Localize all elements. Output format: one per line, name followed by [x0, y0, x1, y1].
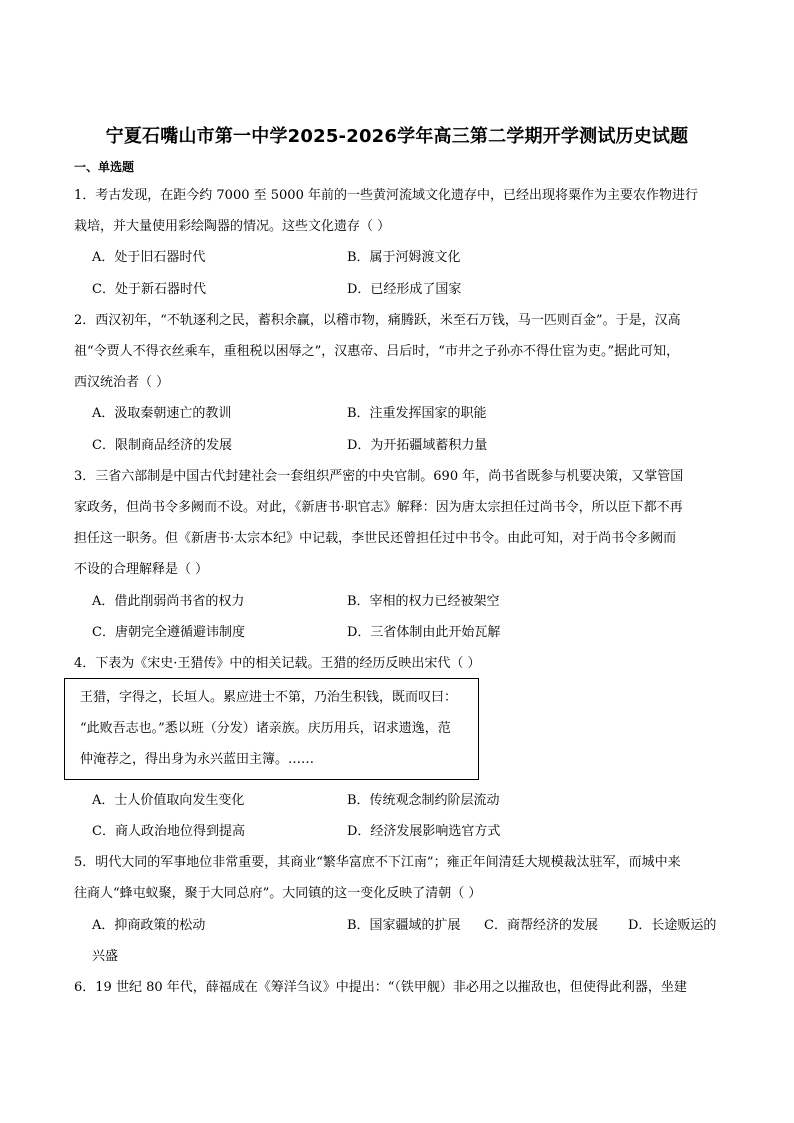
question-4-line-1: 4．下表为《宋史·王猎传》中的相关记载。王猎的经历反映出宋代（ ） [74, 656, 481, 671]
question-3-option-c: C．唐朝完全遵循避讳制度 [92, 625, 245, 640]
question-3-line-2: 家政务，但尚书令多阙而不设。对此，《新唐书·职官志》解释：因为唐太宗担任过尚书令，所以臣下都不再 [74, 500, 683, 515]
question-5-option-c: C．商帮经济的发展 [484, 918, 598, 933]
section-heading: 一、单选题 [74, 160, 135, 174]
question-1-option-a: A．处于旧石器时代 [92, 250, 206, 265]
question-3-option-a: A．借此削弱尚书省的权力 [92, 594, 245, 609]
question-1-line-1: 1．考古发现，在距今约 7000 至 5000 年前的一些黄河流域文化遗存中，已经出现将粟作为主要农作物进行 [74, 188, 698, 203]
question-4-option-c: C．商人政治地位得到提高 [92, 824, 245, 839]
question-5-line-1: 5．明代大同的军事地位非常重要，其商业“繁华富庶不下江南”；雍正年间清廷大规模裁汰驻军，而城中来 [74, 855, 681, 870]
question-3-line-1: 3．三省六部制是中国古代封建社会一套组织严密的中央官制。690 年，尚书省既参与机要决策，又掌管国 [74, 469, 684, 484]
question-4-option-d: D．经济发展影响选官方式 [347, 824, 501, 839]
question-1-option-b: B．属于河姆渡文化 [347, 250, 461, 265]
source-quote-line-3: 仲淹荐之，得出身为永兴蓝田主簿。…… [80, 752, 315, 767]
question-3-line-3: 担任这一职务。但《新唐书·太宗本纪》中记载，李世民还曾担任过中书令。由此可知，对于尚书令多阙而 [74, 531, 677, 546]
question-4-option-b: B．传统观念制约阶层流动 [347, 793, 500, 808]
question-2-option-d: D．为开拓疆域蓄积力量 [347, 438, 488, 453]
question-5-option-d-wrap: 兴盛 [92, 949, 119, 964]
question-2-option-b: B．注重发挥国家的职能 [347, 406, 487, 421]
question-5-line-2: 往商人“蜂屯蚁聚，聚于大同总府”。大同镇的这一变化反映了清朝（ ） [74, 886, 482, 901]
question-2-line-3: 西汉统治者（ ） [74, 375, 170, 390]
question-2-option-c: C．限制商品经济的发展 [92, 438, 232, 453]
question-6-line-1: 6．19 世纪 80 年代，薛福成在《筹洋刍议》中提出：“（铁甲舰）非必用之以摧敌也，但使得此利器，坐建 [74, 980, 687, 995]
question-3-option-b: B．宰相的权力已经被架空 [347, 594, 500, 609]
source-quote-line-1: 王猎，字得之，长垣人。累应进士不第，乃治生积钱，既而叹曰： [80, 690, 458, 705]
source-quote-line-2: “此败吾志也。”悉以班（分发）诸亲族。庆历用兵，诏求遗逸，范 [80, 721, 451, 736]
question-2-line-2: 祖“令贾人不得衣丝乘车，重租税以困辱之”，汉惠帝、吕后时，“市井之子孙亦不得仕宦为吏。”据此可知， [74, 344, 680, 359]
question-2-option-a: A．汲取秦朝速亡的教训 [92, 406, 232, 421]
page-title: 宁夏石嘴山市第一中学2025-2026学年高三第二学期开学测试历史试题 [105, 126, 689, 147]
question-5-option-b: B．国家疆域的扩展 [347, 918, 461, 933]
question-3-line-4: 不设的合理解释是（ ） [74, 562, 209, 577]
question-5-option-d: D．长途贩运的 [628, 918, 717, 933]
question-2-line-1: 2．西汉初年，“不轨逐利之民，蓄积余赢，以稽市物，痛腾跃，米至石万钱，马一匹则百金”。于是，汉高 [74, 313, 681, 328]
question-4-option-a: A．士人价值取向发生变化 [92, 793, 245, 808]
question-5-option-a: A．抑商政策的松动 [92, 918, 206, 933]
question-1-option-d: D．已经形成了国家 [347, 282, 462, 297]
question-1-option-c: C．处于新石器时代 [92, 282, 206, 297]
question-1-line-2: 栽培，并大量使用彩绘陶器的情况。这些文化遗存（ ） [74, 219, 391, 234]
question-3-option-d: D．三省体制由此开始瓦解 [347, 625, 501, 640]
